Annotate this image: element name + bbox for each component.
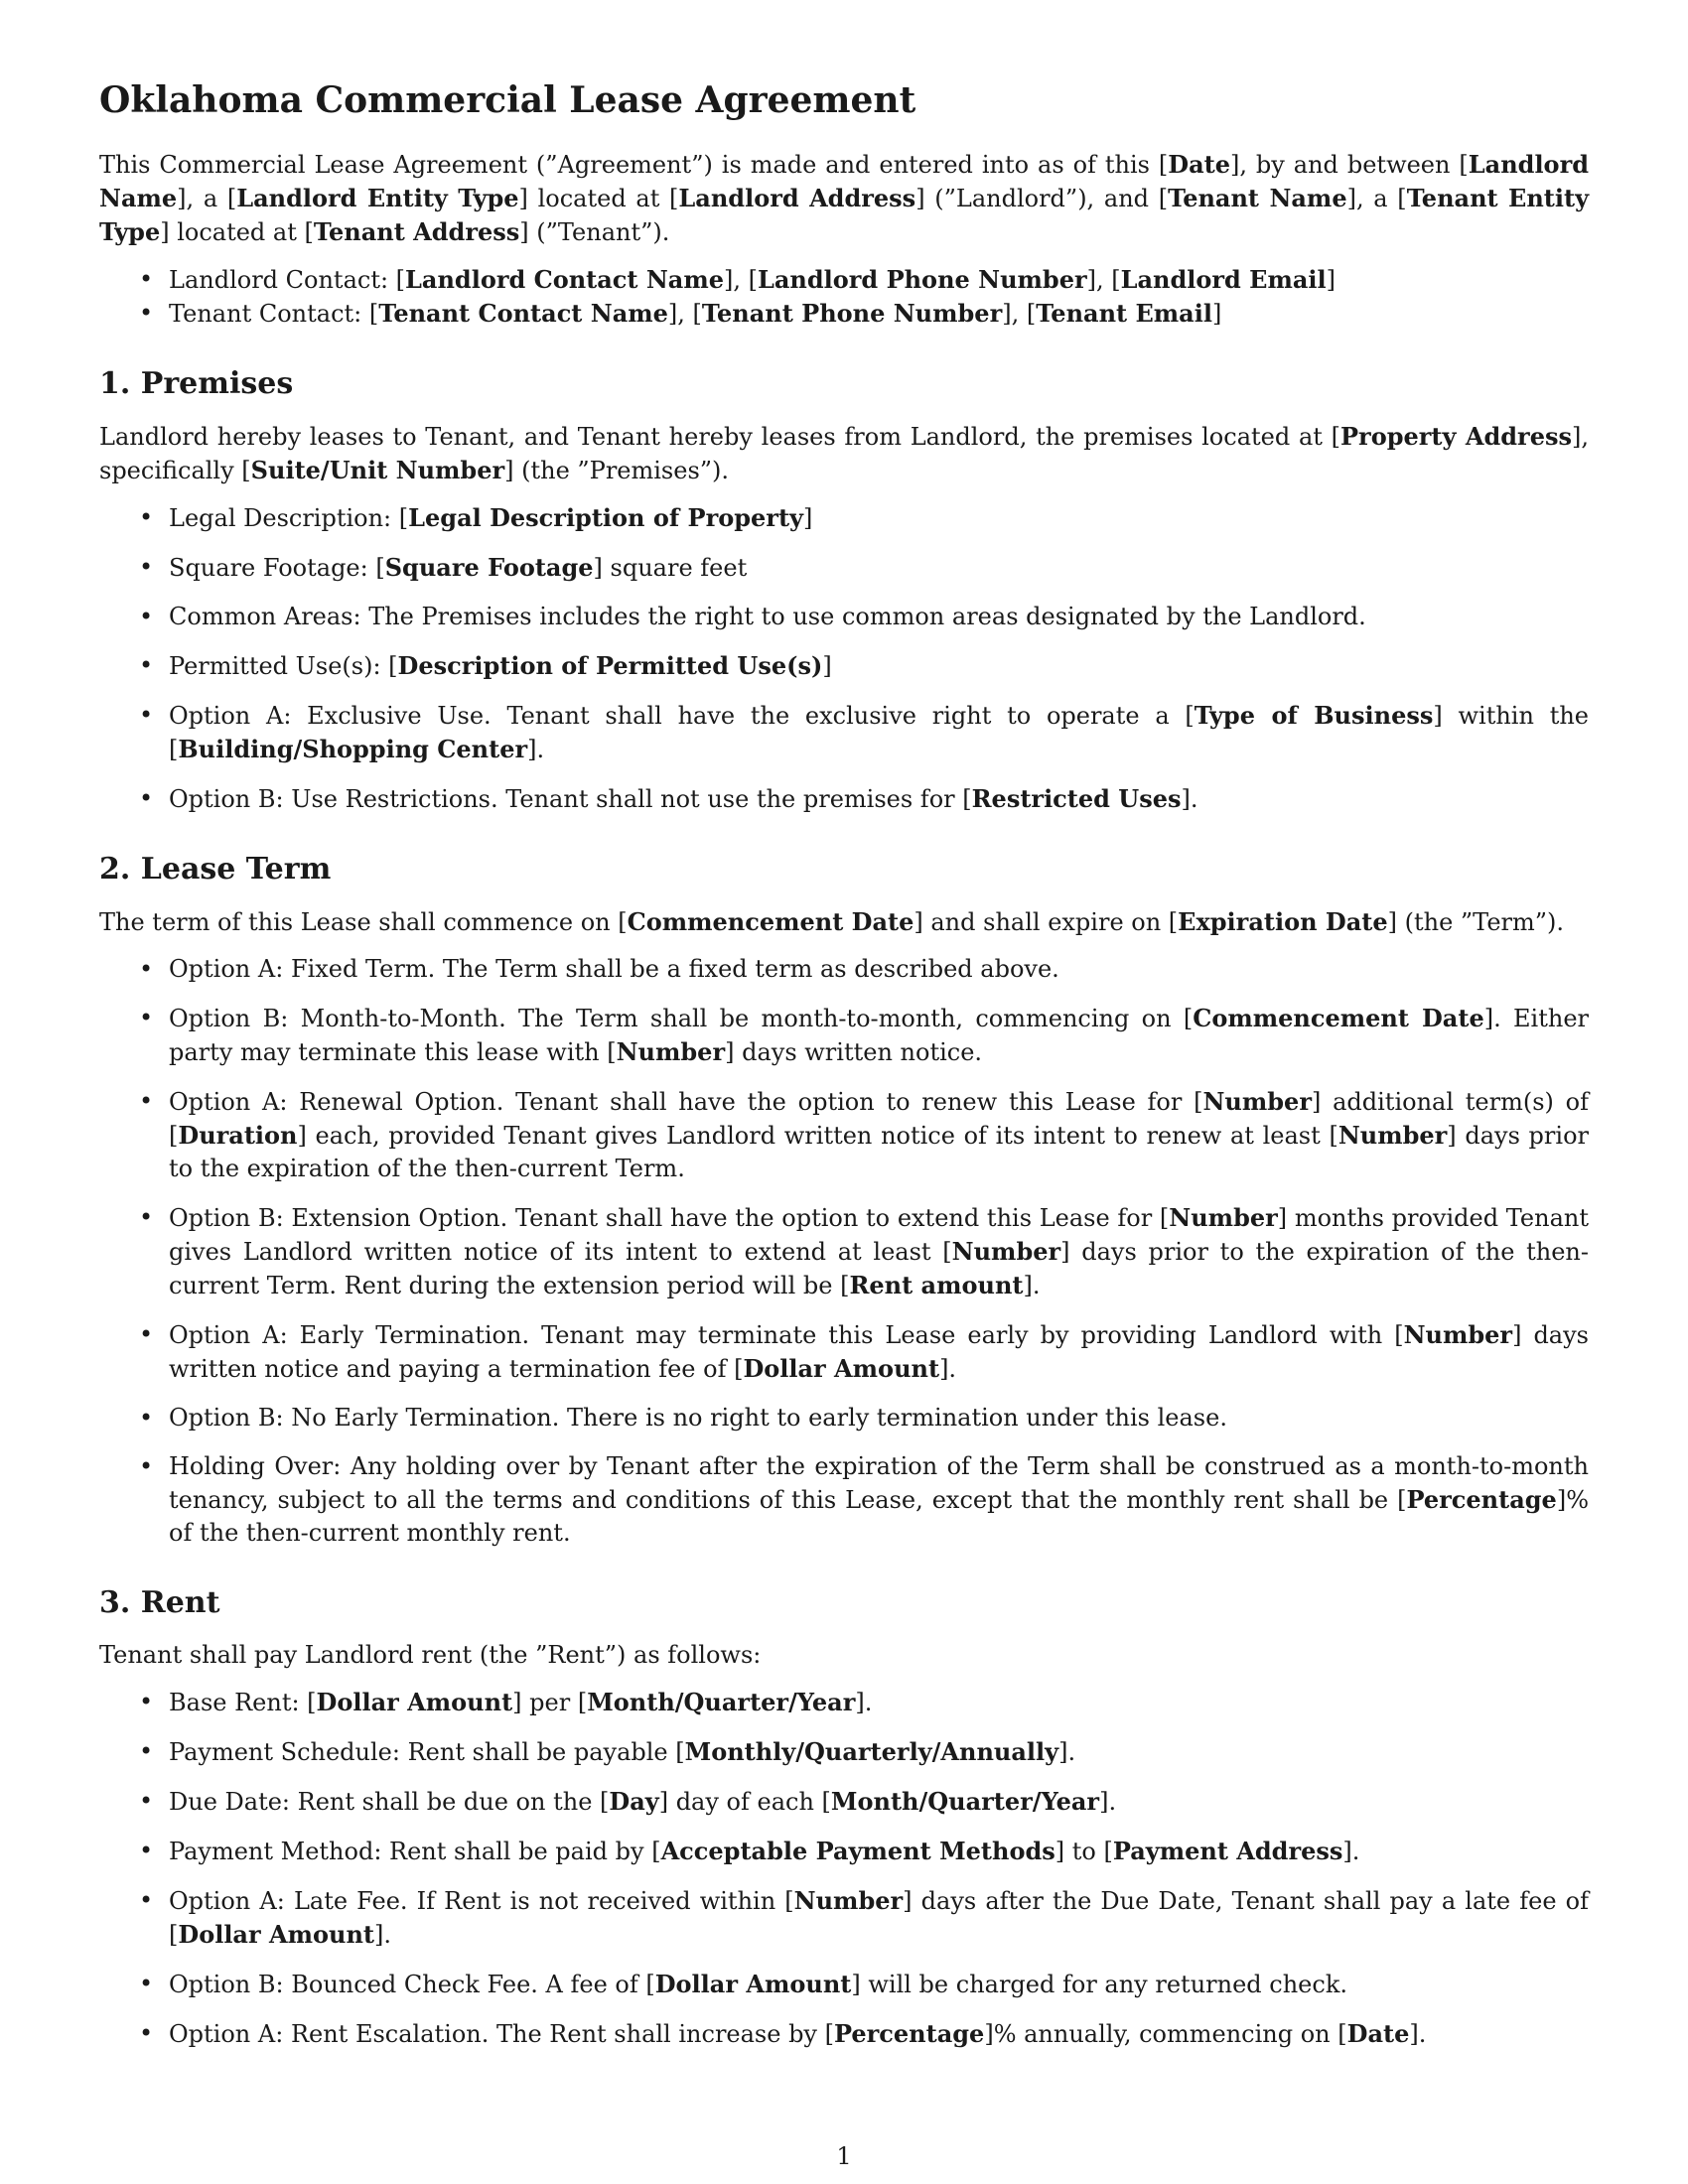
text-segment: ]. xyxy=(527,736,545,764)
text-segment: ] to [ xyxy=(1055,1838,1113,1866)
text-segment: Option A: Late Fee. If Rent is not received within [ xyxy=(169,1887,794,1916)
text-segment: ] will be charged for any returned check. xyxy=(851,1971,1347,1999)
placeholder-field: Landlord Contact Name xyxy=(405,265,725,295)
text-segment: ]. xyxy=(1058,1738,1076,1767)
section-list xyxy=(99,953,1589,1550)
text-segment: ] located at [ xyxy=(160,218,314,247)
text-segment: Option A: Rent Escalation. The Rent shall increase by [ xyxy=(169,2020,834,2049)
text-segment: ] located at [ xyxy=(518,185,679,213)
text-segment: ] xyxy=(802,504,813,533)
list-item xyxy=(169,1450,1589,1550)
text-segment: ] days after the Due Date, Tenant shall pay a late fee of [ xyxy=(169,1887,1589,1950)
placeholder-field: Dollar Amount xyxy=(178,1920,374,1950)
placeholder-field: Number xyxy=(793,1886,904,1916)
placeholder-field: Dollar Amount xyxy=(316,1688,513,1717)
text-segment: Option B: Extension Option. Tenant shall have the option to extend this Lease for [ xyxy=(169,1204,1170,1233)
text-segment: Base Rent: [ xyxy=(169,1689,317,1717)
text-segment: ]. xyxy=(374,1921,391,1950)
text-segment: ], [ xyxy=(1002,300,1037,329)
intro-paragraph xyxy=(99,148,1589,249)
text-segment: ] months provided Tenant gives Landlord written notice of its intent to extend at least [ xyxy=(169,1204,1589,1267)
list-item-tenant-contact xyxy=(169,297,1589,331)
text-segment: ]. xyxy=(1342,1838,1360,1866)
list-item xyxy=(169,2017,1589,2051)
text-segment: Due Date: Rent shall be due on the [ xyxy=(169,1788,610,1817)
text-segment: ]. xyxy=(939,1355,957,1384)
text-segment: ], specifically [ xyxy=(99,423,1589,485)
list-item xyxy=(169,1735,1589,1769)
placeholder-field: Month/Quarter/Year xyxy=(830,1787,1100,1817)
text-segment: Landlord Contact: [ xyxy=(169,266,406,295)
text-segment: ] (”Landlord”), and [ xyxy=(915,185,1169,213)
placeholder-field: Tenant Contact Name xyxy=(378,299,668,329)
text-segment: ] additional term(s) of [ xyxy=(169,1088,1590,1151)
text-segment: Option B: No Early Termination. There is no right to early termination under this lease. xyxy=(169,1404,1227,1433)
text-segment: ]. xyxy=(1181,785,1198,814)
placeholder-field: Number xyxy=(951,1237,1061,1267)
page-number: 1 xyxy=(836,2142,852,2170)
list-item xyxy=(169,1785,1589,1819)
placeholder-field: Tenant Phone Number xyxy=(701,299,1003,329)
list-item xyxy=(169,1835,1589,1868)
section-heading: 1. Premises xyxy=(99,366,294,402)
text-segment: Option B: Month-to-Month. The Term shall be month-to-month, commencing on [ xyxy=(169,1005,1194,1033)
text-segment: ] (the ”Premises”). xyxy=(504,457,730,485)
section-list xyxy=(99,501,1589,816)
list-item xyxy=(169,1686,1589,1719)
placeholder-field: Acceptable Payment Methods xyxy=(660,1837,1055,1866)
list-item xyxy=(169,1968,1589,2001)
list-item-landlord-contact xyxy=(169,263,1589,297)
list-item xyxy=(169,551,1589,585)
contacts-list xyxy=(99,263,1589,331)
list-item xyxy=(169,601,1589,633)
text-segment: ]% annually, commencing on [ xyxy=(984,2020,1347,2049)
list-item xyxy=(169,501,1589,535)
text-segment: ] xyxy=(822,652,832,681)
placeholder-field: Commencement Date xyxy=(1193,1004,1484,1033)
text-segment: ], [ xyxy=(724,266,758,295)
list-item xyxy=(169,1085,1589,1185)
text-segment: ] (the ”Term”). xyxy=(1387,908,1565,937)
list-item xyxy=(169,1884,1589,1952)
placeholder-field: Building/Shopping Center xyxy=(178,735,528,764)
list-item xyxy=(169,1318,1589,1386)
placeholder-field: Rent amount xyxy=(849,1271,1024,1300)
text-segment: Tenant shall pay Landlord rent (the ”Rent”) as follows: xyxy=(99,1641,762,1670)
list-item xyxy=(169,1002,1589,1069)
placeholder-field: Tenant Email xyxy=(1036,299,1212,329)
text-segment: Option A: Fixed Term. The Term shall be a fixed term as described above. xyxy=(169,955,1059,984)
list-item xyxy=(169,699,1589,766)
text-segment: ], [ xyxy=(1086,266,1121,295)
placeholder-field: Property Address xyxy=(1340,422,1572,452)
placeholder-field: Description of Permitted Use(s) xyxy=(397,651,823,681)
placeholder-field: Percentage xyxy=(833,2019,985,2049)
section-intro xyxy=(99,1639,1589,1672)
text-segment: ]% of the then-current monthly rent. xyxy=(169,1486,1589,1548)
text-segment: ]. Either party may terminate this lease with [ xyxy=(169,1005,1589,1067)
text-segment: Option A: Renewal Option. Tenant shall have the option to renew this Lease for [ xyxy=(169,1088,1203,1117)
placeholder-field: Landlord Email xyxy=(1120,265,1327,295)
text-segment: Legal Description: [ xyxy=(169,504,409,533)
sections-container xyxy=(99,366,1589,2051)
text-segment: Permitted Use(s): [ xyxy=(169,652,398,681)
text-segment: ], a [ xyxy=(1346,185,1407,213)
list-item xyxy=(169,782,1589,816)
text-segment: ] xyxy=(1326,266,1336,295)
document-title: Oklahoma Commercial Lease Agreement xyxy=(99,79,916,121)
placeholder-field: Legal Description of Property xyxy=(408,503,803,533)
text-segment: ], [ xyxy=(667,300,702,329)
text-segment: ] days written notice. xyxy=(725,1038,983,1067)
text-segment: ] days written notice and paying a termination fee of [ xyxy=(169,1321,1589,1384)
text-segment: ] and shall expire on [ xyxy=(914,908,1179,937)
placeholder-field: Suite/Unit Number xyxy=(250,456,505,485)
placeholder-field: Tenant Address xyxy=(313,217,520,247)
placeholder-field: Date xyxy=(1346,2019,1410,2049)
text-segment: Option B: Bounced Check Fee. A fee of [ xyxy=(169,1971,655,1999)
placeholder-field: Number xyxy=(1337,1121,1448,1151)
text-segment: Option A: Early Termination. Tenant may terminate this Lease early by providing Landlord with [ xyxy=(169,1321,1404,1350)
text-segment: ] xyxy=(1211,300,1222,329)
placeholder-field: Commencement Date xyxy=(627,907,914,937)
placeholder-field: Expiration Date xyxy=(1178,907,1388,937)
list-item xyxy=(169,1201,1589,1302)
text-segment: ] day of each [ xyxy=(658,1788,831,1817)
section-heading: 3. Rent xyxy=(99,1585,220,1621)
placeholder-field: Day xyxy=(609,1787,659,1817)
text-segment: ] each, provided Tenant gives Landlord written notice of its intent to renew at least [ xyxy=(297,1122,1338,1151)
placeholder-field: Duration xyxy=(178,1121,298,1151)
placeholder-field: Type of Business xyxy=(1194,701,1434,731)
placeholder-field: Tenant Entity Type xyxy=(99,184,1590,247)
placeholder-field: Number xyxy=(1202,1087,1312,1117)
placeholder-field: Date xyxy=(1168,150,1230,180)
text-segment: ]. xyxy=(1023,1272,1041,1300)
placeholder-field: Landlord Phone Number xyxy=(758,265,1087,295)
list-item xyxy=(169,1402,1589,1434)
text-segment: Payment Schedule: Rent shall be payable [ xyxy=(169,1738,685,1767)
text-segment: This Commercial Lease Agreement (”Agreement”) is made and entered into as of this [ xyxy=(99,151,1169,180)
placeholder-field: Landlord Entity Type xyxy=(236,184,519,213)
section-intro xyxy=(99,420,1589,487)
placeholder-field: Number xyxy=(1403,1320,1513,1350)
placeholder-field: Dollar Amount xyxy=(743,1354,940,1384)
list-item xyxy=(169,953,1589,986)
text-segment: ], by and between [ xyxy=(1229,151,1469,180)
text-segment: Square Footage: [ xyxy=(169,554,385,583)
placeholder-field: Landlord Name xyxy=(99,150,1589,213)
placeholder-field: Tenant Name xyxy=(1168,184,1347,213)
placeholder-field: Dollar Amount xyxy=(654,1970,852,1999)
text-segment: Tenant Contact: [ xyxy=(169,300,379,329)
text-segment: ]. xyxy=(1409,2020,1427,2049)
section-list xyxy=(99,1686,1589,2051)
placeholder-field: Square Footage xyxy=(384,553,594,583)
document-page xyxy=(99,79,1589,2067)
section-intro xyxy=(99,905,1589,939)
text-segment: Option B: Use Restrictions. Tenant shall not use the premises for [ xyxy=(169,785,972,814)
text-segment: ] within the [ xyxy=(169,702,1589,764)
placeholder-field: Restricted Uses xyxy=(971,784,1182,814)
text-segment: Landlord hereby leases to Tenant, and Tenant hereby leases from Landlord, the premises located at [ xyxy=(99,423,1340,452)
placeholder-field: Payment Address xyxy=(1112,1837,1343,1866)
text-segment: Payment Method: Rent shall be paid by [ xyxy=(169,1838,661,1866)
placeholder-field: Monthly/Quarterly/Annually xyxy=(684,1737,1059,1767)
placeholder-field: Number xyxy=(616,1037,726,1067)
text-segment: ]. xyxy=(1099,1788,1117,1817)
text-segment: ], a [ xyxy=(177,185,237,213)
text-segment: ] square feet xyxy=(593,554,748,583)
placeholder-field: Month/Quarter/Year xyxy=(587,1688,856,1717)
text-segment: Option A: Exclusive Use. Tenant shall have the exclusive right to operate a [ xyxy=(169,702,1195,731)
text-segment: The term of this Lease shall commence on [ xyxy=(99,908,628,937)
list-item xyxy=(169,649,1589,683)
text-segment: Holding Over: Any holding over by Tenant after the expiration of the Term shall be construed as a month-to-month tenancy, subject to all the terms and conditions of this Lease, except that the monthly rent shall be [ xyxy=(169,1452,1589,1515)
text-segment: ] days prior to the expiration of the then-current Term. Rent during the extension period will be [ xyxy=(169,1238,1589,1300)
placeholder-field: Number xyxy=(1169,1203,1278,1233)
text-segment: ]. xyxy=(855,1689,873,1717)
placeholder-field: Landlord Address xyxy=(678,184,916,213)
text-segment: ] per [ xyxy=(512,1689,588,1717)
text-segment: ] days prior to the expiration of the then-current Term. xyxy=(169,1122,1589,1183)
section-heading: 2. Lease Term xyxy=(99,852,332,887)
text-segment: Common Areas: The Premises includes the right to use common areas designated by the Landlord. xyxy=(169,603,1366,631)
text-segment: ] (”Tenant”). xyxy=(519,218,670,247)
placeholder-field: Percentage xyxy=(1406,1485,1557,1515)
